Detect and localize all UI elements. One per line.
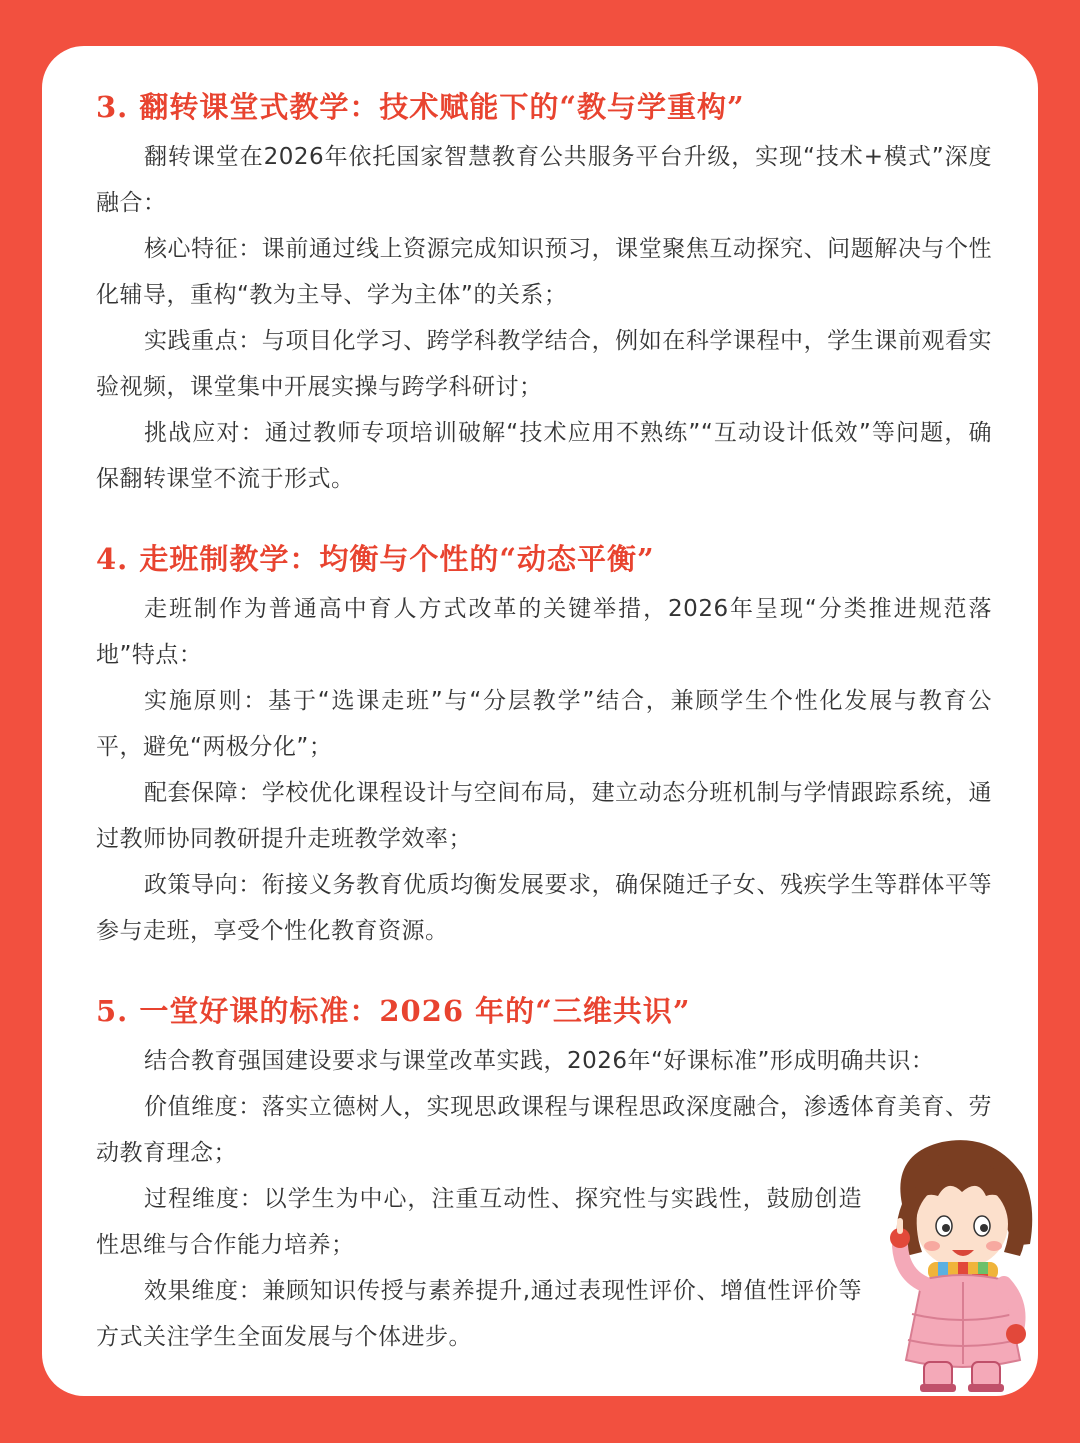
paragraph: 结合教育强国建设要求与课堂改革实践，2026年“好课标准”形成明确共识： <box>144 1048 935 1074</box>
paragraph: 翻转课堂在2026年依托国家智慧教育公共服务平台升级，实现“技术+模式”深度融合： <box>96 144 992 216</box>
paragraph: 政策导向：衔接义务教育优质均衡发展要求，确保随迁子女、残疾学生等群体平等参与走班，享受个性化教育资源。 <box>96 872 992 944</box>
paragraph: 走班制作为普通高中育人方式改革的关键举措，2026年呈现“分类推进规范落地”特点： <box>96 596 992 668</box>
section-flipped-classroom <box>96 86 992 502</box>
paragraph: 挑战应对：通过教师专项培训破解“技术应用不熟练”“互动设计低效”等问题，确保翻转课堂不流于形式。 <box>96 420 992 492</box>
cartoon-girl-illustration-icon <box>882 1134 1038 1396</box>
section-heading: 5. 一堂好课的标准：2026 年的“三维共识” <box>96 994 691 1028</box>
content-card <box>42 46 1038 1396</box>
paragraph: 实施原则：基于“选课走班”与“分层教学”结合，兼顾学生个性化发展与教育公平，避免“两极分化”； <box>96 688 992 760</box>
paragraph: 效果维度：兼顾知识传授与素养提升,通过表现性评价、增值性评价等方式关注学生全面发展与个体进步。 <box>96 1278 862 1350</box>
section-class-rotation <box>96 538 992 954</box>
paragraph: 价值维度：落实立德树人，实现思政课程与课程思政深度融合，渗透体育美育、劳动教育理念； <box>96 1094 992 1166</box>
article-body <box>96 86 992 1396</box>
paragraph: 核心特征：课前通过线上资源完成知识预习，课堂聚焦互动探究、问题解决与个性化辅导，重构“教为主导、学为主体”的关系； <box>96 236 992 308</box>
paragraph: 实践重点：与项目化学习、跨学科教学结合，例如在科学课程中，学生课前观看实验视频，课堂集中开展实操与跨学科研讨； <box>96 328 992 400</box>
section-heading: 4. 走班制教学：均衡与个性的“动态平衡” <box>96 542 655 576</box>
section-good-lesson-standard <box>96 990 992 1360</box>
section-heading: 3. 翻转课堂式教学：技术赋能下的“教与学重构” <box>96 90 745 124</box>
paragraph: 配套保障：学校优化课程设计与空间布局，建立动态分班机制与学情跟踪系统，通过教师协同教研提升走班教学效率； <box>96 780 992 852</box>
paragraph: 过程维度：以学生为中心，注重互动性、探究性与实践性，鼓励创造性思维与合作能力培养； <box>96 1186 862 1258</box>
